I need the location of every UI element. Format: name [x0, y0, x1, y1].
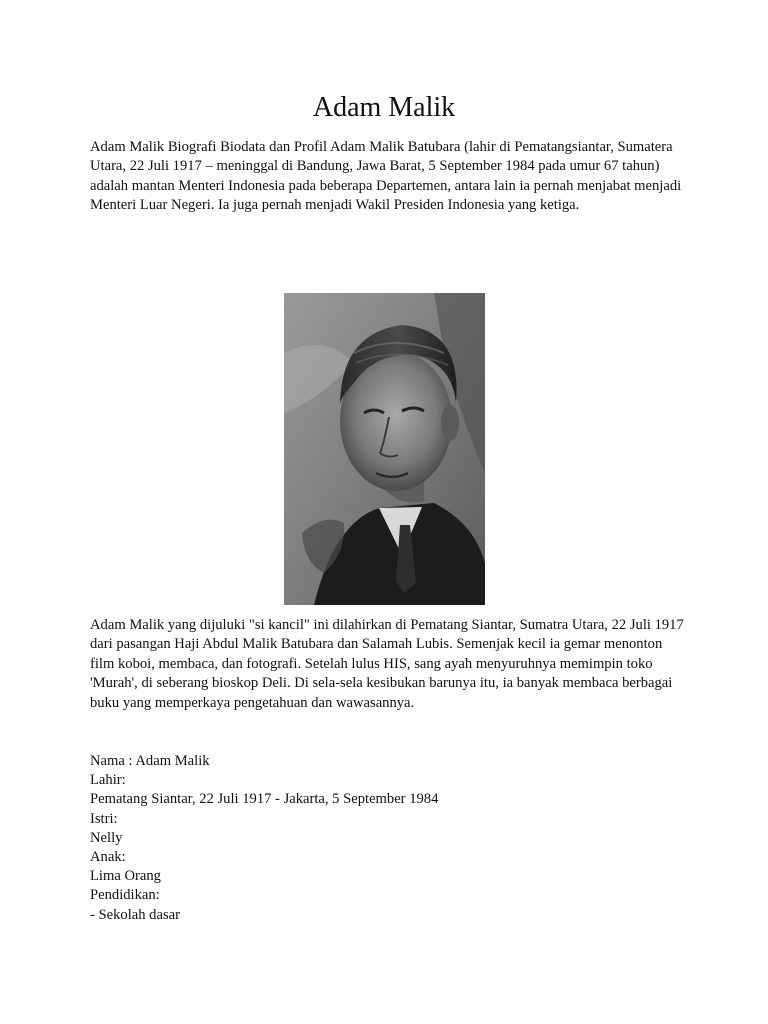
fact-istri-value: Nelly: [90, 829, 123, 846]
biography-paragraph: Adam Malik yang dijuluki "si kancil" ini dilahirkan di Pematang Siantar, Sumatra Utara, 22 Juli 1917 dari pasangan Haji Abdul Malik Batubara dan Salamah Lubis. Semenjak kecil ia gemar menonton film koboi, membaca, dan fotografi. Setelah lulus HIS, sang ayah menyuruhnya memimpin toko 'Murah', di seberang bioskop Deli. Di sela-sela kesibukan barunya itu, ia banyak membaca berbagai buku yang memperkaya pengetahuan dan wawasannya.: [90, 617, 684, 711]
fact-pendidikan-value: - Sekolah dasar: [90, 906, 180, 923]
facts-list: [90, 752, 690, 925]
fact-lahir-value: Pematang Siantar, 22 Juli 1917 - Jakarta, 5 September 1984: [90, 791, 439, 808]
intro-paragraph: Adam Malik Biografi Biodata dan Profil Adam Malik Batubara (lahir di Pematangsiantar, Sumatera Utara, 22 Juli 1917 – meninggal di Bandung, Jawa Barat, 5 September 1984 pada umur 67 tahun) adalah mantan Menteri Indonesia pada beberapa Departemen, antara lain ia pernah menjabat menjadi Menteri Luar Negeri. Ia juga pernah menjadi Wakil Presiden Indonesia yang ketiga.: [90, 139, 682, 214]
page-title: Adam Malik: [312, 92, 456, 123]
fact-anak-value: Lima Orang: [90, 868, 161, 885]
fact-lahir-label: Lahir:: [90, 772, 126, 789]
fact-anak-label: Anak:: [90, 849, 126, 866]
fact-istri-label: Istri:: [90, 810, 118, 827]
portrait-photo-graphic: [284, 293, 485, 605]
fact-pendidikan-label: Pendidikan:: [90, 887, 160, 904]
fact-nama: Nama : Adam Malik: [90, 753, 210, 769]
portrait-photo: [284, 293, 485, 605]
